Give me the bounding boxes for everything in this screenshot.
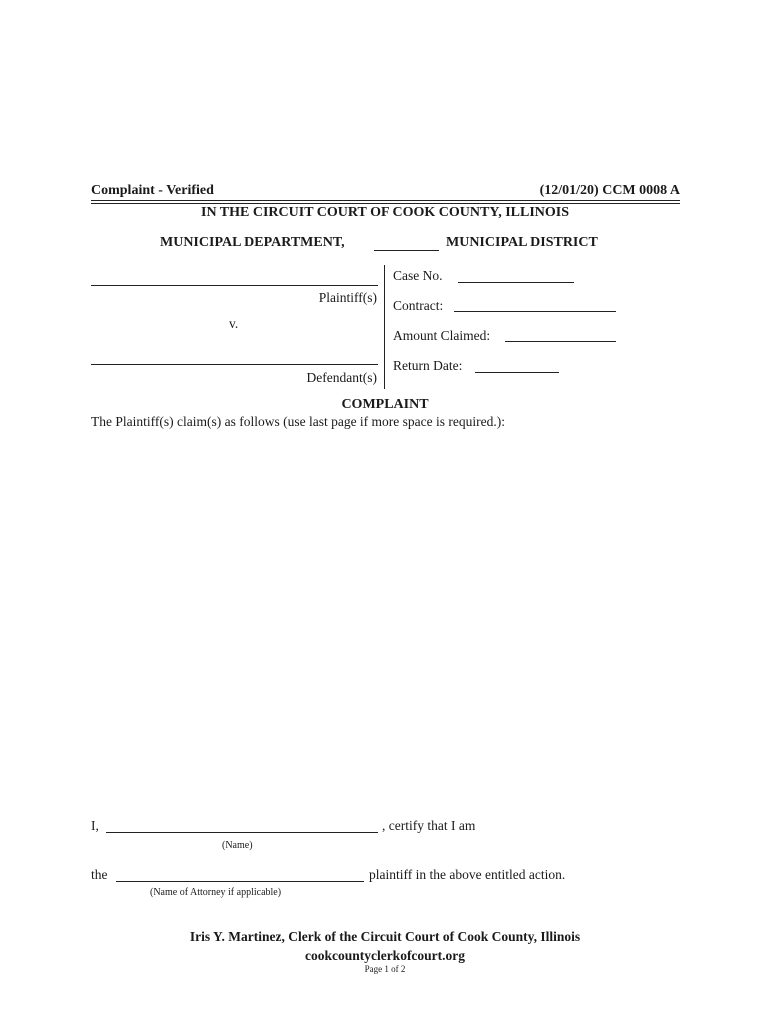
form-title: Complaint - Verified bbox=[91, 183, 214, 198]
cert-prefix: I, bbox=[91, 818, 99, 833]
case-no-label: Case No. bbox=[393, 268, 443, 283]
amount-claimed-label: Amount Claimed: bbox=[393, 328, 491, 343]
form-code: (12/01/20) CCM 0008 A bbox=[539, 183, 680, 198]
amount-claimed-field[interactable] bbox=[505, 341, 616, 342]
defendant-name-line[interactable] bbox=[91, 364, 378, 365]
versus-label: v. bbox=[229, 316, 239, 331]
cert-name-field[interactable] bbox=[106, 832, 378, 833]
contract-field[interactable] bbox=[454, 311, 616, 312]
district-blank[interactable] bbox=[374, 250, 439, 251]
caption-divider bbox=[384, 265, 385, 389]
cert-the: the bbox=[91, 867, 108, 882]
cert-role-text: plaintiff in the above entitled action. bbox=[369, 867, 566, 882]
attorney-caption: (Name of Attorney if applicable) bbox=[150, 887, 282, 898]
district-label: MUNICIPAL DISTRICT bbox=[446, 235, 598, 250]
defendant-label: Defendant(s) bbox=[306, 370, 377, 385]
header-rule-bottom bbox=[91, 203, 680, 204]
case-no-field[interactable] bbox=[458, 282, 574, 283]
plaintiff-label: Plaintiff(s) bbox=[318, 290, 377, 305]
return-date-label: Return Date: bbox=[393, 358, 463, 373]
clerk-name: Iris Y. Martinez, Clerk of the Circuit Court of Cook County, Illinois bbox=[189, 929, 581, 944]
cert-suffix: , certify that I am bbox=[382, 818, 476, 833]
court-title: IN THE CIRCUIT COURT OF COOK COUNTY, ILLINOIS bbox=[201, 205, 569, 220]
complaint-body-area[interactable] bbox=[91, 436, 680, 806]
return-date-field[interactable] bbox=[475, 372, 559, 373]
department-label: MUNICIPAL DEPARTMENT, bbox=[160, 235, 345, 250]
plaintiff-name-line[interactable] bbox=[91, 285, 378, 286]
contract-label: Contract: bbox=[393, 298, 444, 313]
complaint-heading: COMPLAINT bbox=[341, 397, 429, 412]
header-rule-top bbox=[91, 200, 680, 201]
clerk-website[interactable]: cookcountyclerkofcourt.org bbox=[304, 948, 466, 963]
cert-attorney-field[interactable] bbox=[116, 881, 364, 882]
name-caption: (Name) bbox=[222, 840, 253, 851]
page-number: Page 1 of 2 bbox=[364, 964, 406, 974]
complaint-intro: The Plaintiff(s) claim(s) as follows (use last page if more space is required.): bbox=[91, 414, 505, 429]
